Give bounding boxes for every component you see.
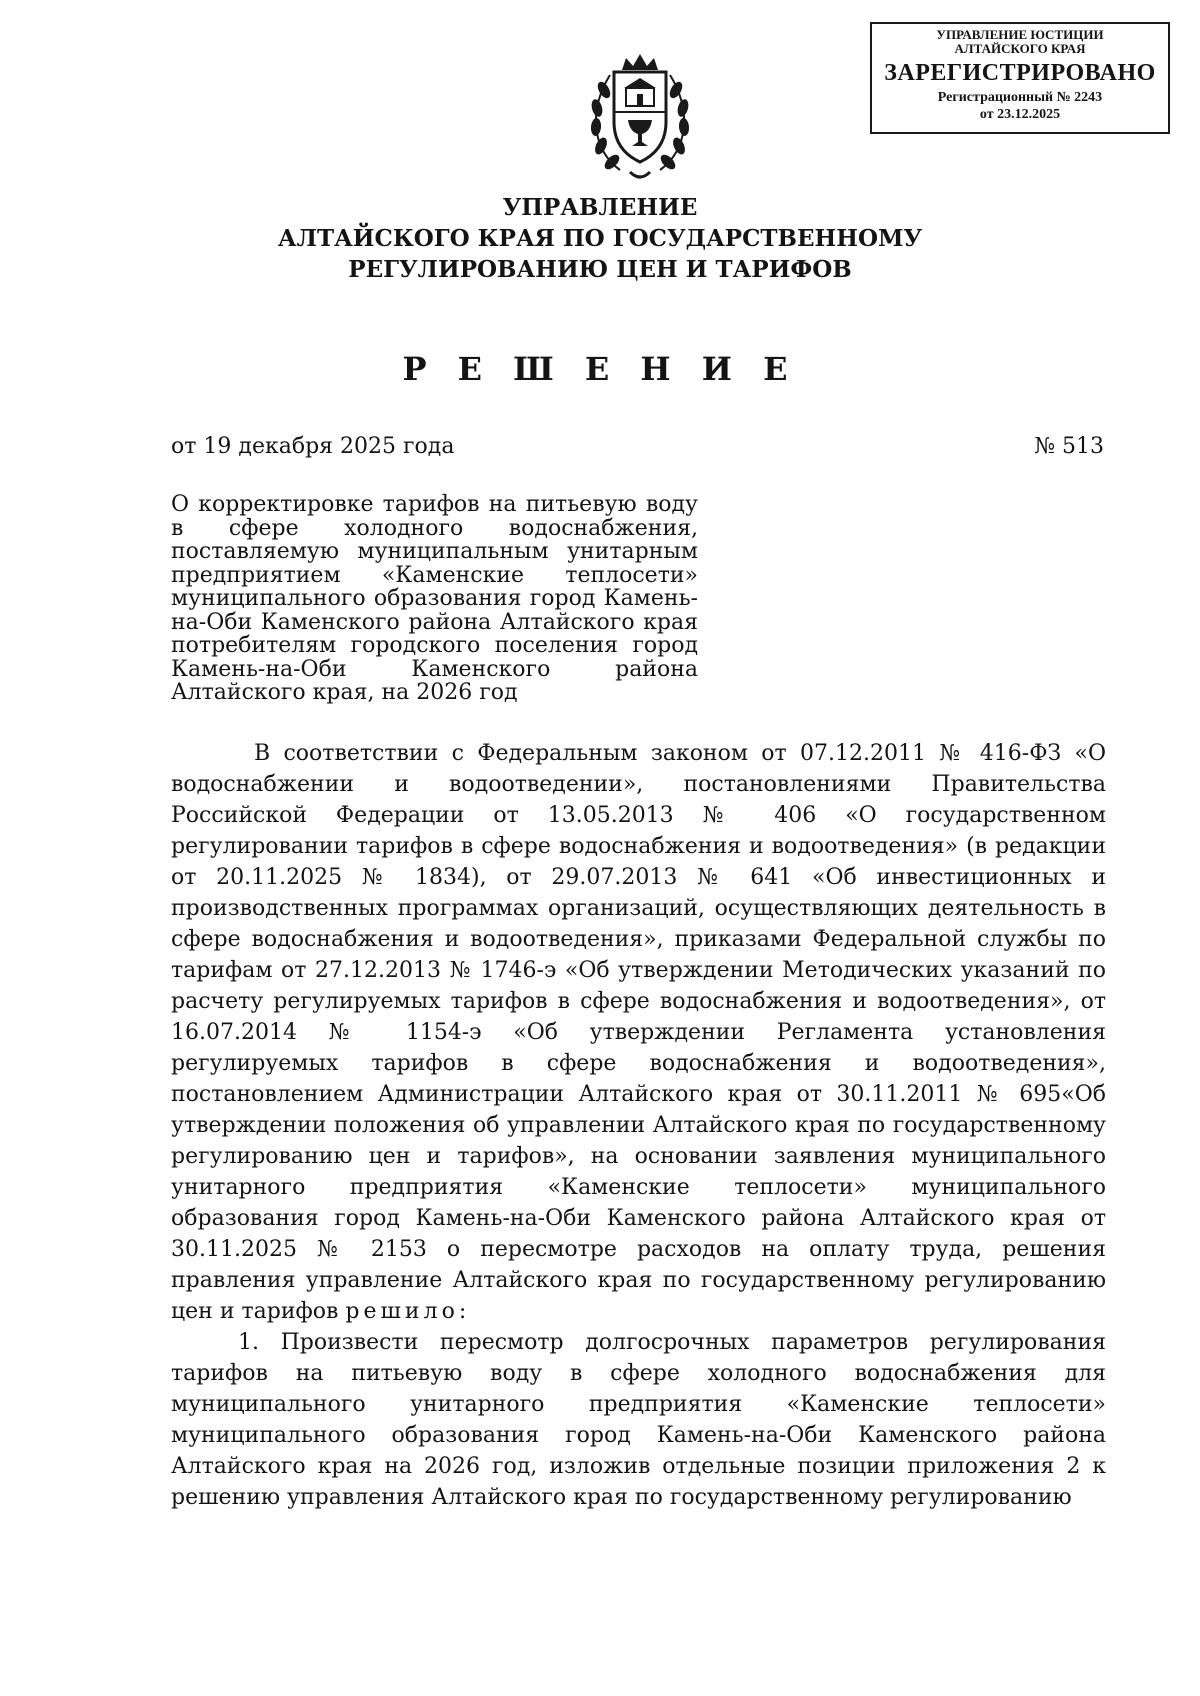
stamp-reg-date: от 23.12.2025: [979, 107, 1061, 122]
resolved-word: решило:: [345, 1299, 471, 1324]
agency-line1: УПРАВЛЕНИЕ: [502, 194, 698, 221]
stamp-org-line1: УПРАВЛЕНИЕ ЮСТИЦИИ: [936, 27, 1104, 42]
document-body: [171, 738, 1106, 1513]
stamp-status: ЗАРЕГИСТРИРОВАНО: [884, 60, 1156, 86]
coat-of-arms-emblem-icon: [580, 50, 700, 185]
agency-header: [0, 192, 1200, 285]
item-1-paragraph: 1. Произвести пересмотр долгосрочных параметров регулирования тарифов на питьевую воду в сфере холодного водоснабжения для муниципального унитарного предприятия «Каменские теплосети» муниципального образования город Камень-на-Оби Каменского района Алтайского края на 2026 год, изложив отдельные позиции приложения 2 к решению управления Алтайского края по государственному регулированию: [171, 1330, 1106, 1510]
stamp-reg-number: Регистрационный № 2243: [937, 90, 1103, 105]
agency-line3: РЕГУЛИРОВАНИЮ ЦЕН И ТАРИФОВ: [348, 256, 852, 283]
stamp-org-line2: АЛТАЙСКОГО КРАЯ: [954, 41, 1086, 56]
document-subject: О корректировке тарифов на питьевую воду в сфере холодного водоснабжения, поставляемую муниципальным унитарным предприятием «Каменские теплосети» муниципального образования город Камень-на-Оби Каменского района Алтайского края потребителям городского поселения город Камень-на-Оби Каменского района Алтайского края, на 2026 год: [171, 492, 698, 705]
preamble-text: В соответствии с Федеральным законом от 07.12.2011 № 416-ФЗ «О водоснабжении и водоотведении», постановлениями Правительства Российской Федерации от 13.05.2013 № 406 «О государственном регулировании тарифов в сфере водоснабжения и водоотведения» (в редакции от 20.11.2025 № 1834), от 29.07.2013 № 641 «Об инвестиционных и производственных программах организаций, осуществляющих деятельность в сфере водоснабжения и водоотведения», приказами Федеральной службы по тарифам от 27.12.2013 № 1746-э «Об утверждении Методических указаний по расчету регулируемых тарифов в сфере водоснабжения и водоотведения», от 16.07.2014 № 1154-э «Об утверждении Регламента установления регулируемых тарифов в сфере водоснабжения и водоотведения», постановлением Администрации Алтайского края от 30.11.2011 № 695«Об утверждении положения об управлении Алтайского края по государственному регулированию цен и тарифов», на основании заявления муниципального унитарного предприятия «Каменские теплосети» муниципального образования город Камень-на-Оби Каменского района Алтайского края от 30.11.2025 № 2153 о пересмотре расходов на оплату труда, решения правления управление Алтайского края по государственному регулированию цен и тарифов: [171, 741, 1106, 1324]
registration-stamp: [870, 22, 1170, 134]
preamble-paragraph: [171, 738, 1106, 1327]
agency-line2: АЛТАЙСКОГО КРАЯ ПО ГОСУДАРСТВЕННОМУ: [277, 225, 923, 252]
document-type-title: Р Е Ш Е Н И Е: [402, 350, 798, 388]
document-date: от 19 декабря 2025 года: [171, 434, 455, 459]
document-number: № 513: [1034, 434, 1104, 459]
